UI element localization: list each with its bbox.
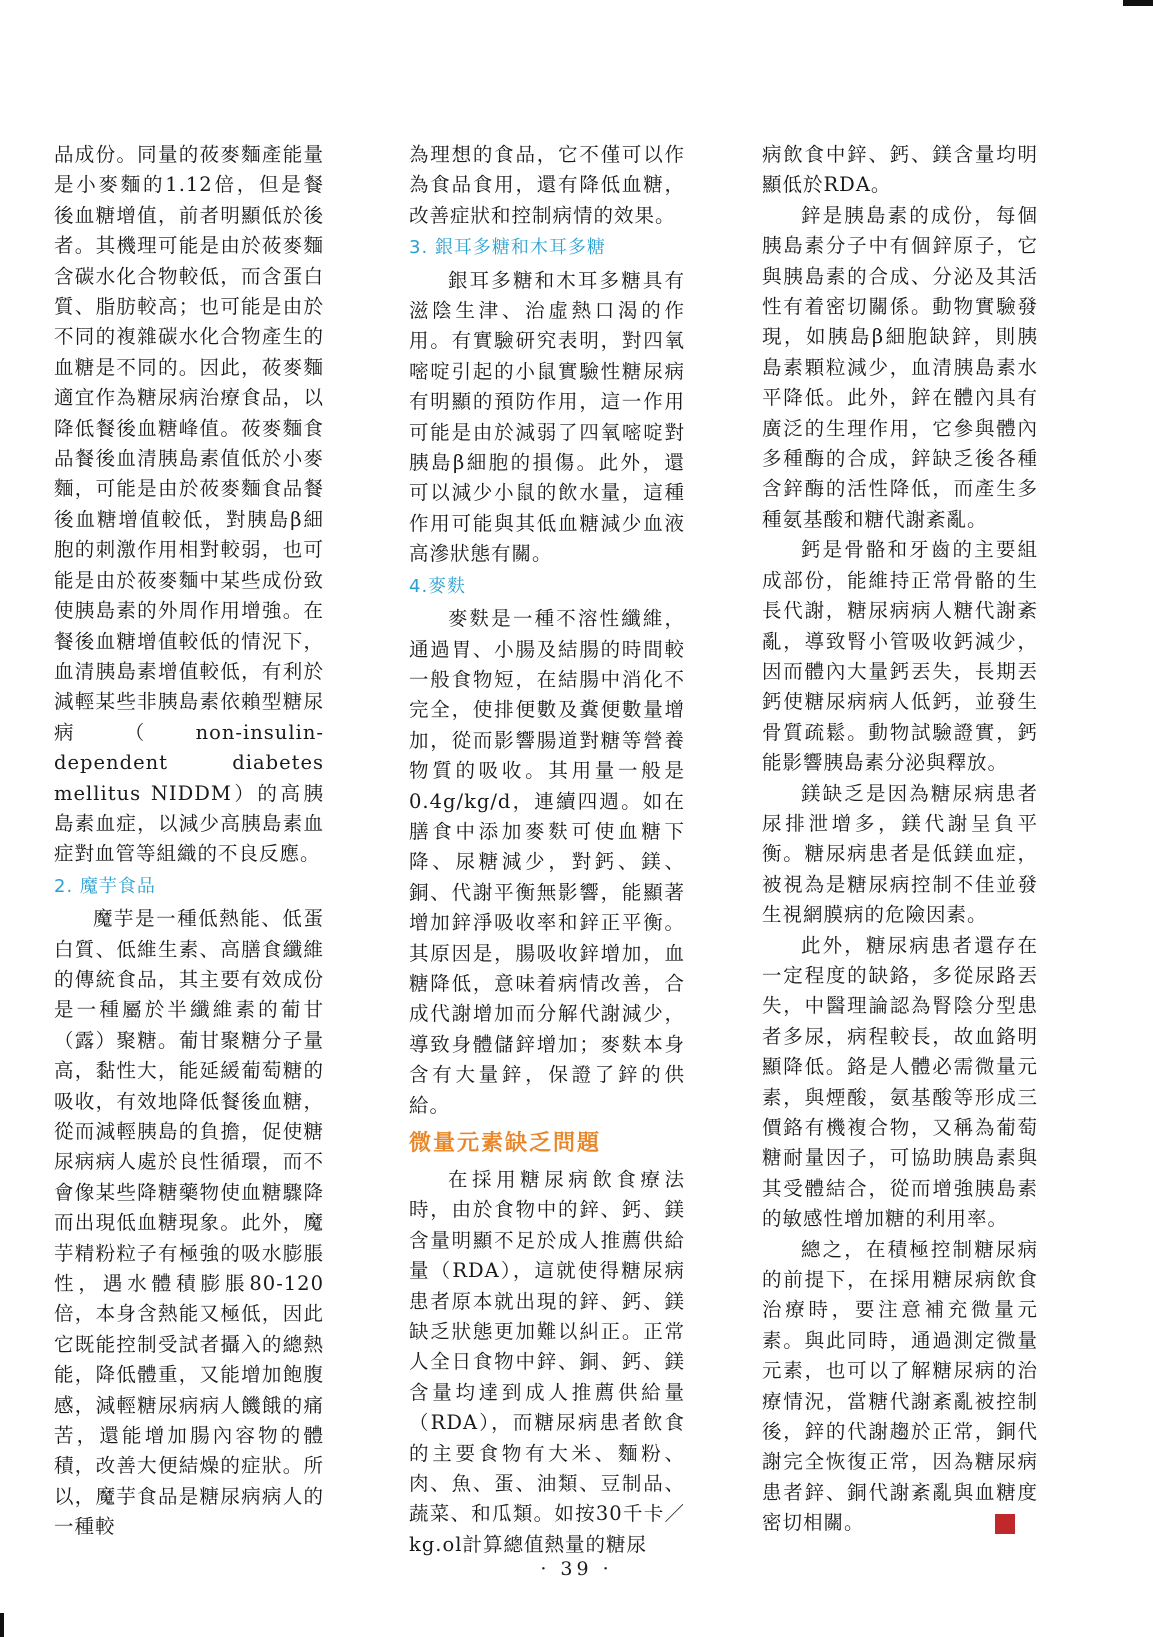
scan-edge-mark (1123, 0, 1153, 6)
paragraph-text: 總之，在積極控制糖尿病的前提下，在採用糖尿病飲食治療時，要注意補充微量元素。與此同時，通過測定微量元素，也可以了解糖尿病的治療情況，當糖代謝紊亂被控制後，鋅的代謝趨於正常，銅代謝完全恢復正常，因為糖尿病患者鋅、銅代謝紊亂與血糖度密切相關。 (762, 1237, 1038, 1535)
paragraph: 此外，糖尿病患者還存在一定程度的缺鉻，多從尿路丟失，中醫理論認為腎陰分型患者多尿，病程較長，故血鉻明顯降低。鉻是人體必需微量元素，與煙酸，氨基酸等形成三價鉻有機複合物，又稱為葡萄糖耐量因子，可協助胰島素與其受體結合，從而增強胰島素的敏感性增加糖的利用率。 (762, 933, 1038, 1231)
paragraph: 麥麩是一種不溶性纖維，通過胃、小腸及結腸的時間較一般食物短，在結腸中消化不完全，使排便數及糞便數量增加，從而影響腸道對糖等營養物質的吸收。其用量一般是0.4g/kg/d，連續四週。如在膳食中添加麥麩可使血糖下降、尿糖減少，對鈣、鎂、銅、代謝平衡無影響，能顯著增加鋅淨吸收率和鋅正平衡。其原因是，腸吸收鋅增加，血糖降低，意味着病情改善，合成代謝增加而分解代謝減少，導致身體儲鋅增加；麥麩本身含有大量鋅，保證了鋅的供給。 (409, 607, 685, 1117)
section-heading-bran: 4.麥麩 (409, 575, 467, 597)
column-2 (409, 140, 685, 1560)
paragraph: 病飲食中鋅、鈣、鎂含量均明顯低於RDA。 (762, 143, 1038, 197)
paragraph: 鈣是骨骼和牙齒的主要組成部份，能維持正常骨骼的生長代謝，糖尿病病人糖代謝紊亂，導致腎小管吸收鈣減少，因而體內大量鈣丟失，長期丟鈣使糖尿病病人低鈣，並發生骨質疏鬆。動物試驗證實，鈣能影響胰島素分泌與釋放。 (762, 538, 1038, 775)
paragraph-final (762, 1235, 1045, 1539)
column-3 (762, 140, 1045, 1539)
paragraph: 銀耳多糖和木耳多糖具有滋陰生津、治虛熱口渴的作用。有實驗研究表明，對四氧嘧啶引起的小鼠實驗性糖尿病有明顯的預防作用，這一作用可能是由於減弱了四氧嘧啶對胰島β細胞的損傷。此外，還可以減少小鼠的飲水量，這種作用可能與其低血糖減少血液高滲狀態有關。 (409, 268, 685, 566)
paragraph: 在採用糖尿病飲食療法時，由於食物中的鋅、鈣、鎂含量明顯不足於成人推薦供給量（RDA），這就使得糖尿病患者原本就出現的鋅、鈣、鎂缺乏狀態更加難以糾正。正常人全日食物中鋅、銅、鈣、鎂含量均達到成人推薦供給量（RDA），而糖尿病患者飲食的主要食物有大米、麵粉、肉、魚、蛋、油類、豆制品、蔬菜、和瓜類。如按30千卡／kg.ol計算總值熱量的糖尿 (409, 1168, 685, 1556)
paragraph: 為理想的食品，它不僅可以作為食品食用，還有降低血糖，改善症狀和控制病情的效果。 (409, 143, 685, 227)
scan-edge-mark (0, 1613, 4, 1637)
page-number: · 39 · (540, 1558, 613, 1580)
major-heading-trace-elements: 微量元素缺乏問題 (409, 1131, 602, 1156)
author-seal-icon: 樹 (995, 1514, 1015, 1534)
section-heading-polysaccharide: 3. 銀耳多糖和木耳多糖 (409, 237, 606, 259)
paragraph: 鋅是胰島素的成份，每個胰島素分子中有個鋅原子，它與胰島素的合成、分泌及其活性有着密切關係。動物實驗發現，如胰島β細胞缺鋅，則胰島素顆粒減少，血清胰島素水平降低。此外，鋅在體內具有廣泛的生理作用，它參與體內多種酶的合成，鋅缺乏後各種含鋅酶的活性降低，而產生多種氨基酸和糖代謝紊亂。 (762, 203, 1038, 531)
section-heading-konjac: 2. 魔芋食品 (54, 875, 156, 897)
paragraph: 鎂缺乏是因為糖尿病患者尿排泄增多，鎂代謝呈負平衡。糖尿病患者是低鎂血症，被視為是糖尿病控制不佳並發生視網膜病的危險因素。 (762, 781, 1038, 927)
paragraph: 魔芋是一種低熱能、低蛋白質、低維生素、高膳食纖維的傳統食品，其主要有效成份是一種屬於半纖維素的葡甘（露）聚糖。葡甘聚糖分子量高，黏性大，能延緩葡萄糖的吸收，有效地降低餐後血糖，從而減輕胰島的負擔，促使糖尿病病人處於良性循環，而不會像某些降糖藥物使血糖驟降而出現低血糖現象。此外，魔芋精粉粒子有極強的吸水膨脹性，遇水體積膨脹80-120倍，本身含熱能又極低，因此它既能控制受試者攝入的總熱能，降低體重，又能增加飽腹感，減輕糖尿病病人饑餓的痛苦，還能增加腸內容物的體積，改善大便結燥的症狀。所以，魔芋食品是糖尿病病人的一種較 (54, 907, 324, 1539)
paragraph: 品成份。同量的莜麥麵產能量是小麥麵的1.12倍，但是餐後血糖增值，前者明顯低於後者。其機理可能是由於莜麥麵含碳水化合物較低，而含蛋白質、脂肪較高；也可能是由於不同的複雜碳水化合物產生的血糖是不同的。因此，莜麥麵適宜作為糖尿病治療食品，以降低餐後血糖峰值。莜麥麵食品餐後血清胰島素值低於小麥麵，可能是由於莜麥麵食品餐後血糖增值較低，對胰島β細胞的刺激作用相對較弱，也可能是由於莜麥麵中某些成份致使胰島素的外周作用增強。在餐後血糖增值較低的情況下，血清胰島素增值較低，有利於減輕某些非胰島素依賴型糖尿病（non-insulin-dependent diabetes mellitus NIDDM）的高胰島素血症，以減少高胰島素血症對血管等組織的不良反應。 (54, 143, 324, 866)
column-1 (54, 140, 324, 1543)
